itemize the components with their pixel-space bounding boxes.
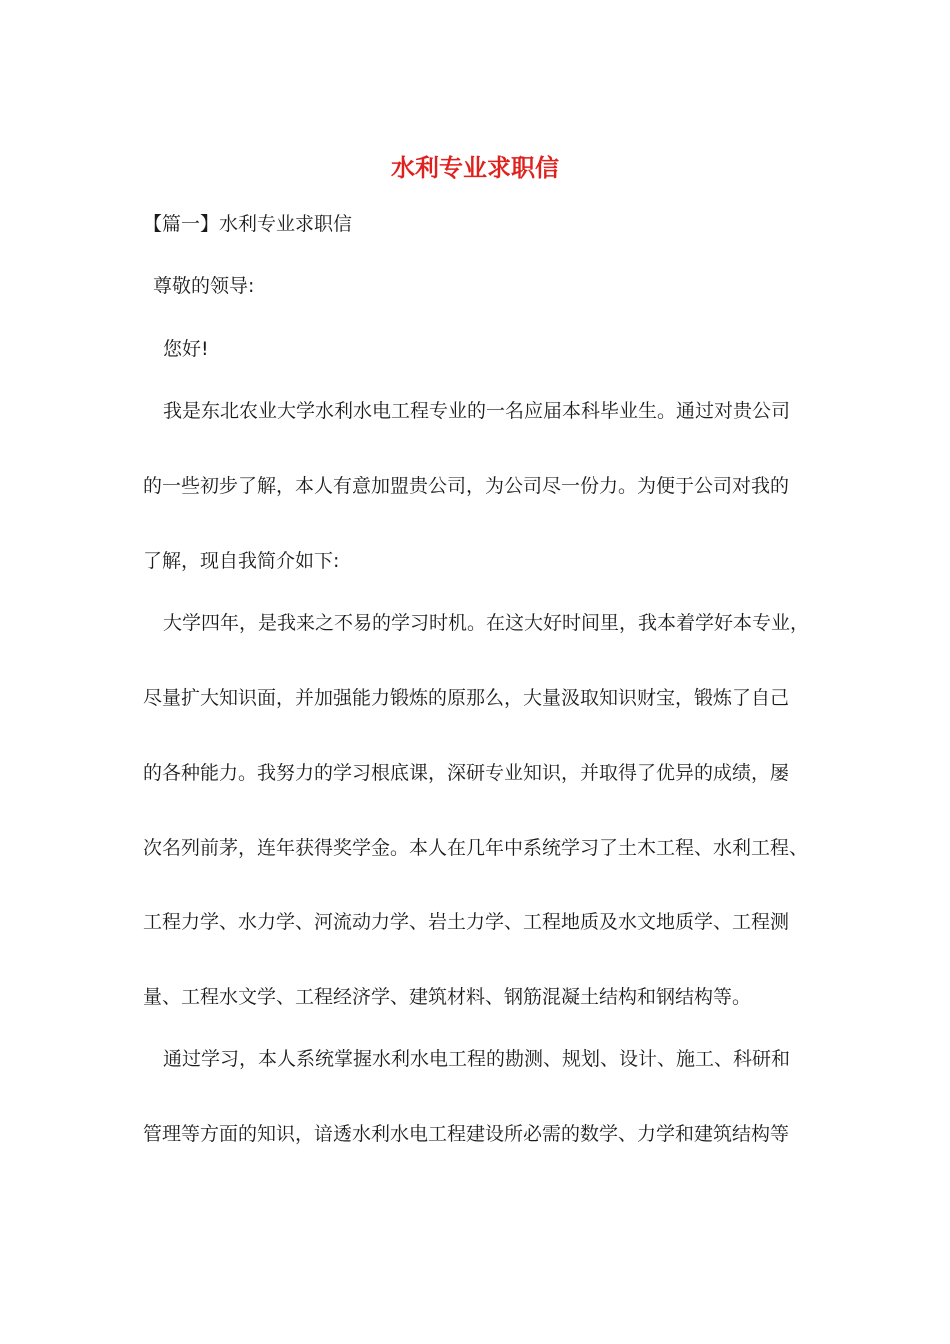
salutation: 尊敬的领导: bbox=[153, 275, 255, 297]
paragraph-line: 通过学习，本人系统掌握水利水电工程的勘测、规划、设计、施工、科研和 bbox=[163, 1048, 791, 1070]
paragraph-line: 的各种能力。我努力的学习根底课，深研专业知识，并取得了优异的成绩，屡 bbox=[143, 762, 790, 784]
paragraph-line: 工程力学、水力学、河流动力学、岩土力学、工程地质及水文地质学、工程测 bbox=[143, 911, 790, 933]
greeting: 您好! bbox=[163, 338, 209, 360]
paragraph-line: 管理等方面的知识，谙透水利水电工程建设所必需的数学、力学和建筑结构等 bbox=[143, 1123, 790, 1145]
paragraph-line: 次名列前茅，连年获得奖学金。本人在几年中系统学习了土木工程、水利工程、 bbox=[143, 837, 809, 859]
paragraph-line: 我是东北农业大学水利水电工程专业的一名应届本科毕业生。通过对贵公司 bbox=[163, 400, 791, 422]
document-title: 水利专业求职信 bbox=[391, 153, 559, 182]
paragraph-line: 的一些初步了解，本人有意加盟贵公司，为公司尽一份力。为便于公司对我的 bbox=[143, 475, 790, 497]
paragraph-line: 量、工程水文学、工程经济学、建筑材料、钢筋混凝土结构和钢结构等。 bbox=[143, 986, 752, 1008]
section-heading: 【篇一】水利专业求职信 bbox=[143, 213, 353, 235]
paragraph-line: 了解，现自我简介如下: bbox=[143, 550, 340, 572]
paragraph-line: 大学四年，是我来之不易的学习时机。在这大好时间里，我本着学好本专业， bbox=[163, 612, 810, 634]
paragraph-line: 尽量扩大知识面，并加强能力锻炼的原那么，大量汲取知识财宝，锻炼了自己 bbox=[143, 687, 790, 709]
